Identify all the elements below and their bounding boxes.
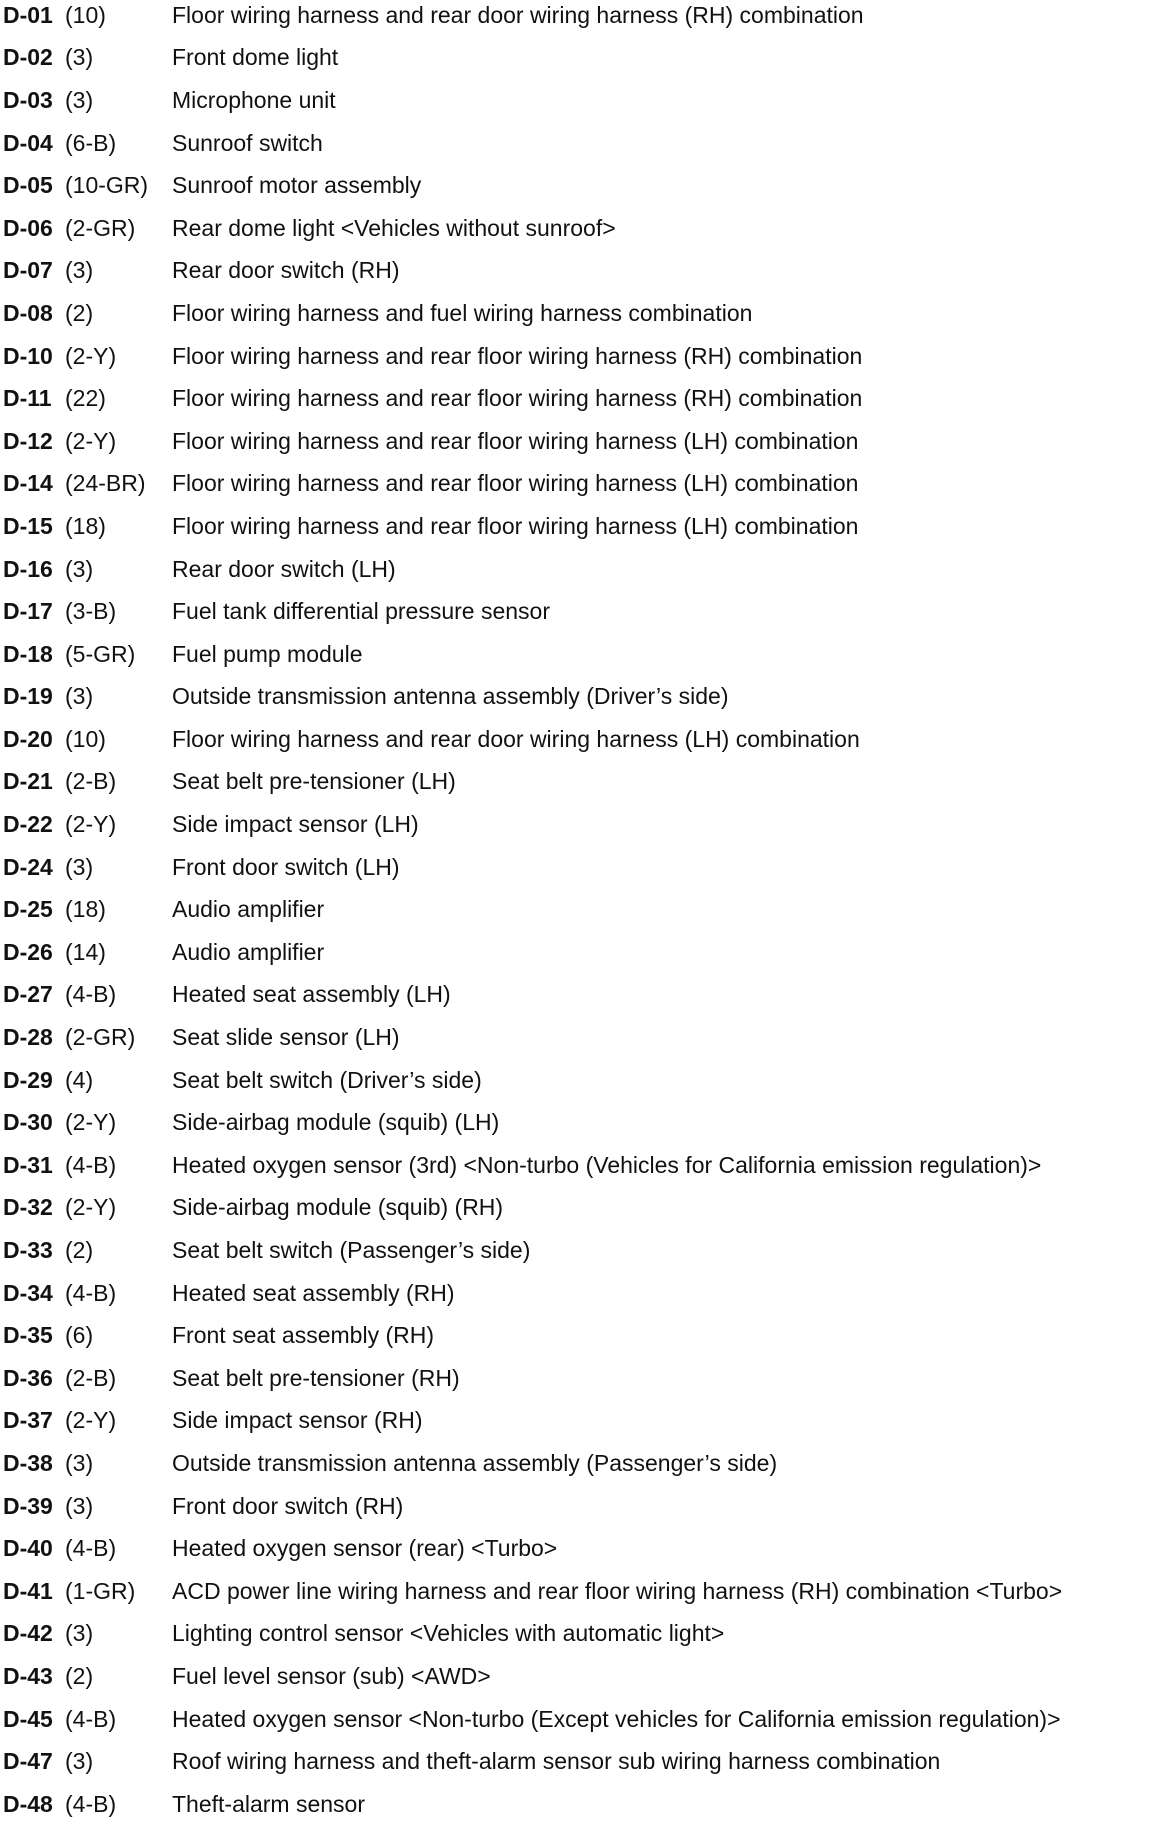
connector-code: D-33: [3, 1237, 53, 1264]
connector-code: D-15: [3, 512, 53, 539]
connector-code: D-24: [3, 853, 53, 880]
connector-description: Fuel tank differential pressure sensor: [172, 598, 550, 625]
connector-description: Fuel pump module: [172, 640, 363, 667]
connector-row: [3, 420, 1152, 463]
connector-description: Floor wiring harness and rear floor wiring harness (RH) combination: [172, 342, 863, 369]
connector-code: D-16: [3, 555, 53, 582]
connector-description: Floor wiring harness and rear floor wiring harness (LH) combination: [172, 470, 859, 497]
connector-pins: (3): [65, 1492, 94, 1519]
connector-description: Front door switch (LH): [172, 853, 400, 880]
connector-list: [3, 0, 1152, 1826]
connector-row: [3, 1272, 1152, 1315]
connector-row: [3, 803, 1152, 846]
connector-row: [3, 1187, 1152, 1230]
connector-description: Outside transmission antenna assembly (Driver’s side): [172, 683, 729, 710]
connector-description: Outside transmission antenna assembly (Passenger’s side): [172, 1449, 778, 1476]
connector-description: Seat belt pre-tensioner (RH): [172, 1364, 460, 1391]
connector-code: D-19: [3, 683, 53, 710]
connector-code: D-25: [3, 896, 53, 923]
connector-code: D-03: [3, 86, 53, 113]
connector-pins: (4-B): [65, 1790, 117, 1817]
connector-row: [3, 1740, 1152, 1783]
connector-pins: (5-GR): [65, 640, 136, 667]
connector-code: D-08: [3, 299, 53, 326]
connector-code: D-47: [3, 1748, 53, 1775]
connector-code: D-28: [3, 1024, 53, 1051]
connector-row: [3, 1485, 1152, 1528]
connector-row: [3, 1570, 1152, 1613]
connector-pins: (18): [65, 896, 106, 923]
connector-description: Rear dome light <Vehicles without sunroof>: [172, 214, 616, 241]
connector-description: Floor wiring harness and rear floor wiring harness (LH) combination: [172, 427, 859, 454]
connector-code: D-38: [3, 1449, 53, 1476]
connector-description: Side impact sensor (LH): [172, 811, 419, 838]
connector-pins: (2-Y): [65, 427, 117, 454]
connector-pins: (3): [65, 1620, 94, 1647]
connector-row: [3, 335, 1152, 378]
connector-description: Rear door switch (LH): [172, 555, 396, 582]
connector-pins: (10-GR): [65, 172, 149, 199]
connector-description: Fuel level sensor (sub) <AWD>: [172, 1662, 491, 1689]
connector-description: Heated oxygen sensor <Non-turbo (Except vehicles for California emission regulation)>: [172, 1705, 1061, 1732]
connector-pins: (2-Y): [65, 1407, 117, 1434]
connector-pins: (14): [65, 938, 106, 965]
connector-row: [3, 1101, 1152, 1144]
connector-description: Rear door switch (RH): [172, 257, 400, 284]
connector-pins: (4-B): [65, 1535, 117, 1562]
connector-description: Seat slide sensor (LH): [172, 1024, 400, 1051]
connector-pins: (24-BR): [65, 470, 146, 497]
connector-code: D-06: [3, 214, 53, 241]
connector-code: D-31: [3, 1151, 53, 1178]
connector-pins: (2-GR): [65, 1024, 136, 1051]
connector-description: Heated seat assembly (RH): [172, 1279, 455, 1306]
connector-description: Sunroof switch: [172, 129, 323, 156]
connector-code: D-27: [3, 981, 53, 1008]
connector-pins: (3): [65, 1449, 94, 1476]
connector-description: Heated oxygen sensor (rear) <Turbo>: [172, 1535, 558, 1562]
connector-row: [3, 888, 1152, 931]
connector-description: Seat belt pre-tensioner (LH): [172, 768, 456, 795]
connector-description: Floor wiring harness and fuel wiring harness combination: [172, 299, 753, 326]
connector-pins: (2-Y): [65, 342, 117, 369]
connector-pins: (3): [65, 86, 94, 113]
connector-row: [3, 292, 1152, 335]
connector-pins: (6): [65, 1322, 94, 1349]
connector-pins: (3): [65, 1748, 94, 1775]
connector-code: D-17: [3, 598, 53, 625]
connector-row: [3, 79, 1152, 122]
connector-description: Side impact sensor (RH): [172, 1407, 423, 1434]
connector-pins: (4): [65, 1066, 94, 1093]
connector-row: [3, 1229, 1152, 1272]
connector-code: D-18: [3, 640, 53, 667]
connector-row: [3, 1400, 1152, 1443]
connector-row: [3, 676, 1152, 719]
connector-code: D-10: [3, 342, 53, 369]
connector-code: D-43: [3, 1662, 53, 1689]
connector-pins: (4-B): [65, 1705, 117, 1732]
connector-description: Theft-alarm sensor: [172, 1790, 366, 1817]
connector-description: Floor wiring harness and rear door wiring harness (LH) combination: [172, 725, 860, 752]
connector-pins: (2-Y): [65, 1109, 117, 1136]
connector-pins: (3): [65, 555, 94, 582]
connector-row: [3, 633, 1152, 676]
connector-pins: (18): [65, 512, 106, 539]
connector-row: [3, 164, 1152, 207]
connector-code: D-05: [3, 172, 53, 199]
connector-pins: (4-B): [65, 981, 117, 1008]
connector-code: D-20: [3, 725, 53, 752]
connector-description: Roof wiring harness and theft-alarm sensor sub wiring harness combination: [172, 1748, 941, 1775]
connector-code: D-48: [3, 1790, 53, 1817]
connector-row: [3, 1442, 1152, 1485]
connector-code: D-45: [3, 1705, 53, 1732]
connector-row: [3, 974, 1152, 1017]
connector-description: Floor wiring harness and rear door wiring harness (RH) combination: [172, 1, 864, 28]
connector-row: [3, 718, 1152, 761]
connector-description: Floor wiring harness and rear floor wiring harness (LH) combination: [172, 512, 859, 539]
connector-pins: (1-GR): [65, 1577, 136, 1604]
connector-description: Audio amplifier: [172, 938, 325, 965]
connector-code: D-12: [3, 427, 53, 454]
connector-code: D-35: [3, 1322, 53, 1349]
connector-description: Front seat assembly (RH): [172, 1322, 435, 1349]
connector-pins: (3): [65, 44, 94, 71]
connector-pins: (3): [65, 257, 94, 284]
connector-row: [3, 505, 1152, 548]
connector-pins: (3-B): [65, 598, 117, 625]
connector-pins: (10): [65, 725, 106, 752]
connector-row: [3, 761, 1152, 804]
connector-description: Side-airbag module (squib) (LH): [172, 1109, 500, 1136]
connector-description: Seat belt switch (Driver’s side): [172, 1066, 482, 1093]
connector-description: Audio amplifier: [172, 896, 325, 923]
connector-pins: (2-GR): [65, 214, 136, 241]
connector-pins: (6-B): [65, 129, 117, 156]
connector-row: [3, 463, 1152, 506]
connector-code: D-32: [3, 1194, 53, 1221]
connector-code: D-29: [3, 1066, 53, 1093]
connector-row: [3, 590, 1152, 633]
connector-pins: (3): [65, 853, 94, 880]
connector-row: [3, 931, 1152, 974]
connector-row: [3, 1357, 1152, 1400]
connector-description: Heated seat assembly (LH): [172, 981, 451, 1008]
connector-code: D-30: [3, 1109, 53, 1136]
connector-code: D-14: [3, 470, 53, 497]
connector-row: [3, 846, 1152, 889]
connector-description: Floor wiring harness and rear floor wiring harness (RH) combination: [172, 385, 863, 412]
connector-row: [3, 0, 1152, 37]
connector-code: D-34: [3, 1279, 53, 1306]
connector-pins: (2-Y): [65, 811, 117, 838]
connector-code: D-01: [3, 1, 53, 28]
connector-row: [3, 250, 1152, 293]
connector-code: D-40: [3, 1535, 53, 1562]
connector-pins: (4-B): [65, 1151, 117, 1178]
connector-pins: (22): [65, 385, 106, 412]
connector-pins: (2): [65, 1662, 94, 1689]
connector-pins: (2-Y): [65, 1194, 117, 1221]
connector-pins: (3): [65, 683, 94, 710]
connector-row: [3, 1613, 1152, 1656]
connector-description: Sunroof motor assembly: [172, 172, 422, 199]
connector-code: D-36: [3, 1364, 53, 1391]
connector-code: D-22: [3, 811, 53, 838]
connector-description: Front door switch (RH): [172, 1492, 404, 1519]
connector-code: D-42: [3, 1620, 53, 1647]
connector-row: [3, 548, 1152, 591]
connector-row: [3, 377, 1152, 420]
connector-code: D-41: [3, 1577, 53, 1604]
connector-row: [3, 1314, 1152, 1357]
connector-pins: (2-B): [65, 768, 117, 795]
connector-description: Lighting control sensor <Vehicles with automatic light>: [172, 1620, 725, 1647]
connector-code: D-04: [3, 129, 53, 156]
connector-pins: (10): [65, 1, 106, 28]
connector-code: D-37: [3, 1407, 53, 1434]
connector-code: D-21: [3, 768, 53, 795]
connector-code: D-07: [3, 257, 53, 284]
connector-row: [3, 1016, 1152, 1059]
connector-description: Heated oxygen sensor (3rd) <Non-turbo (Vehicles for California emission regulation)>: [172, 1151, 1042, 1178]
connector-description: Seat belt switch (Passenger’s side): [172, 1237, 531, 1264]
connector-row: [3, 37, 1152, 80]
connector-row: [3, 1698, 1152, 1741]
connector-description: Front dome light: [172, 44, 339, 71]
connector-code: D-39: [3, 1492, 53, 1519]
connector-row: [3, 122, 1152, 165]
connector-row: [3, 1059, 1152, 1102]
connector-pins: (2-B): [65, 1364, 117, 1391]
connector-pins: (2): [65, 1237, 94, 1264]
connector-code: D-26: [3, 938, 53, 965]
connector-description: Microphone unit: [172, 86, 336, 113]
connector-row: [3, 1783, 1152, 1826]
connector-description: Side-airbag module (squib) (RH): [172, 1194, 504, 1221]
connector-description: ACD power line wiring harness and rear floor wiring harness (RH) combination <Turbo>: [172, 1577, 1063, 1604]
connector-pins: (4-B): [65, 1279, 117, 1306]
connector-row: [3, 207, 1152, 250]
connector-code: D-02: [3, 44, 53, 71]
connector-pins: (2): [65, 299, 94, 326]
connector-row: [3, 1144, 1152, 1187]
connector-code: D-11: [3, 385, 52, 412]
connector-row: [3, 1655, 1152, 1698]
connector-row: [3, 1527, 1152, 1570]
